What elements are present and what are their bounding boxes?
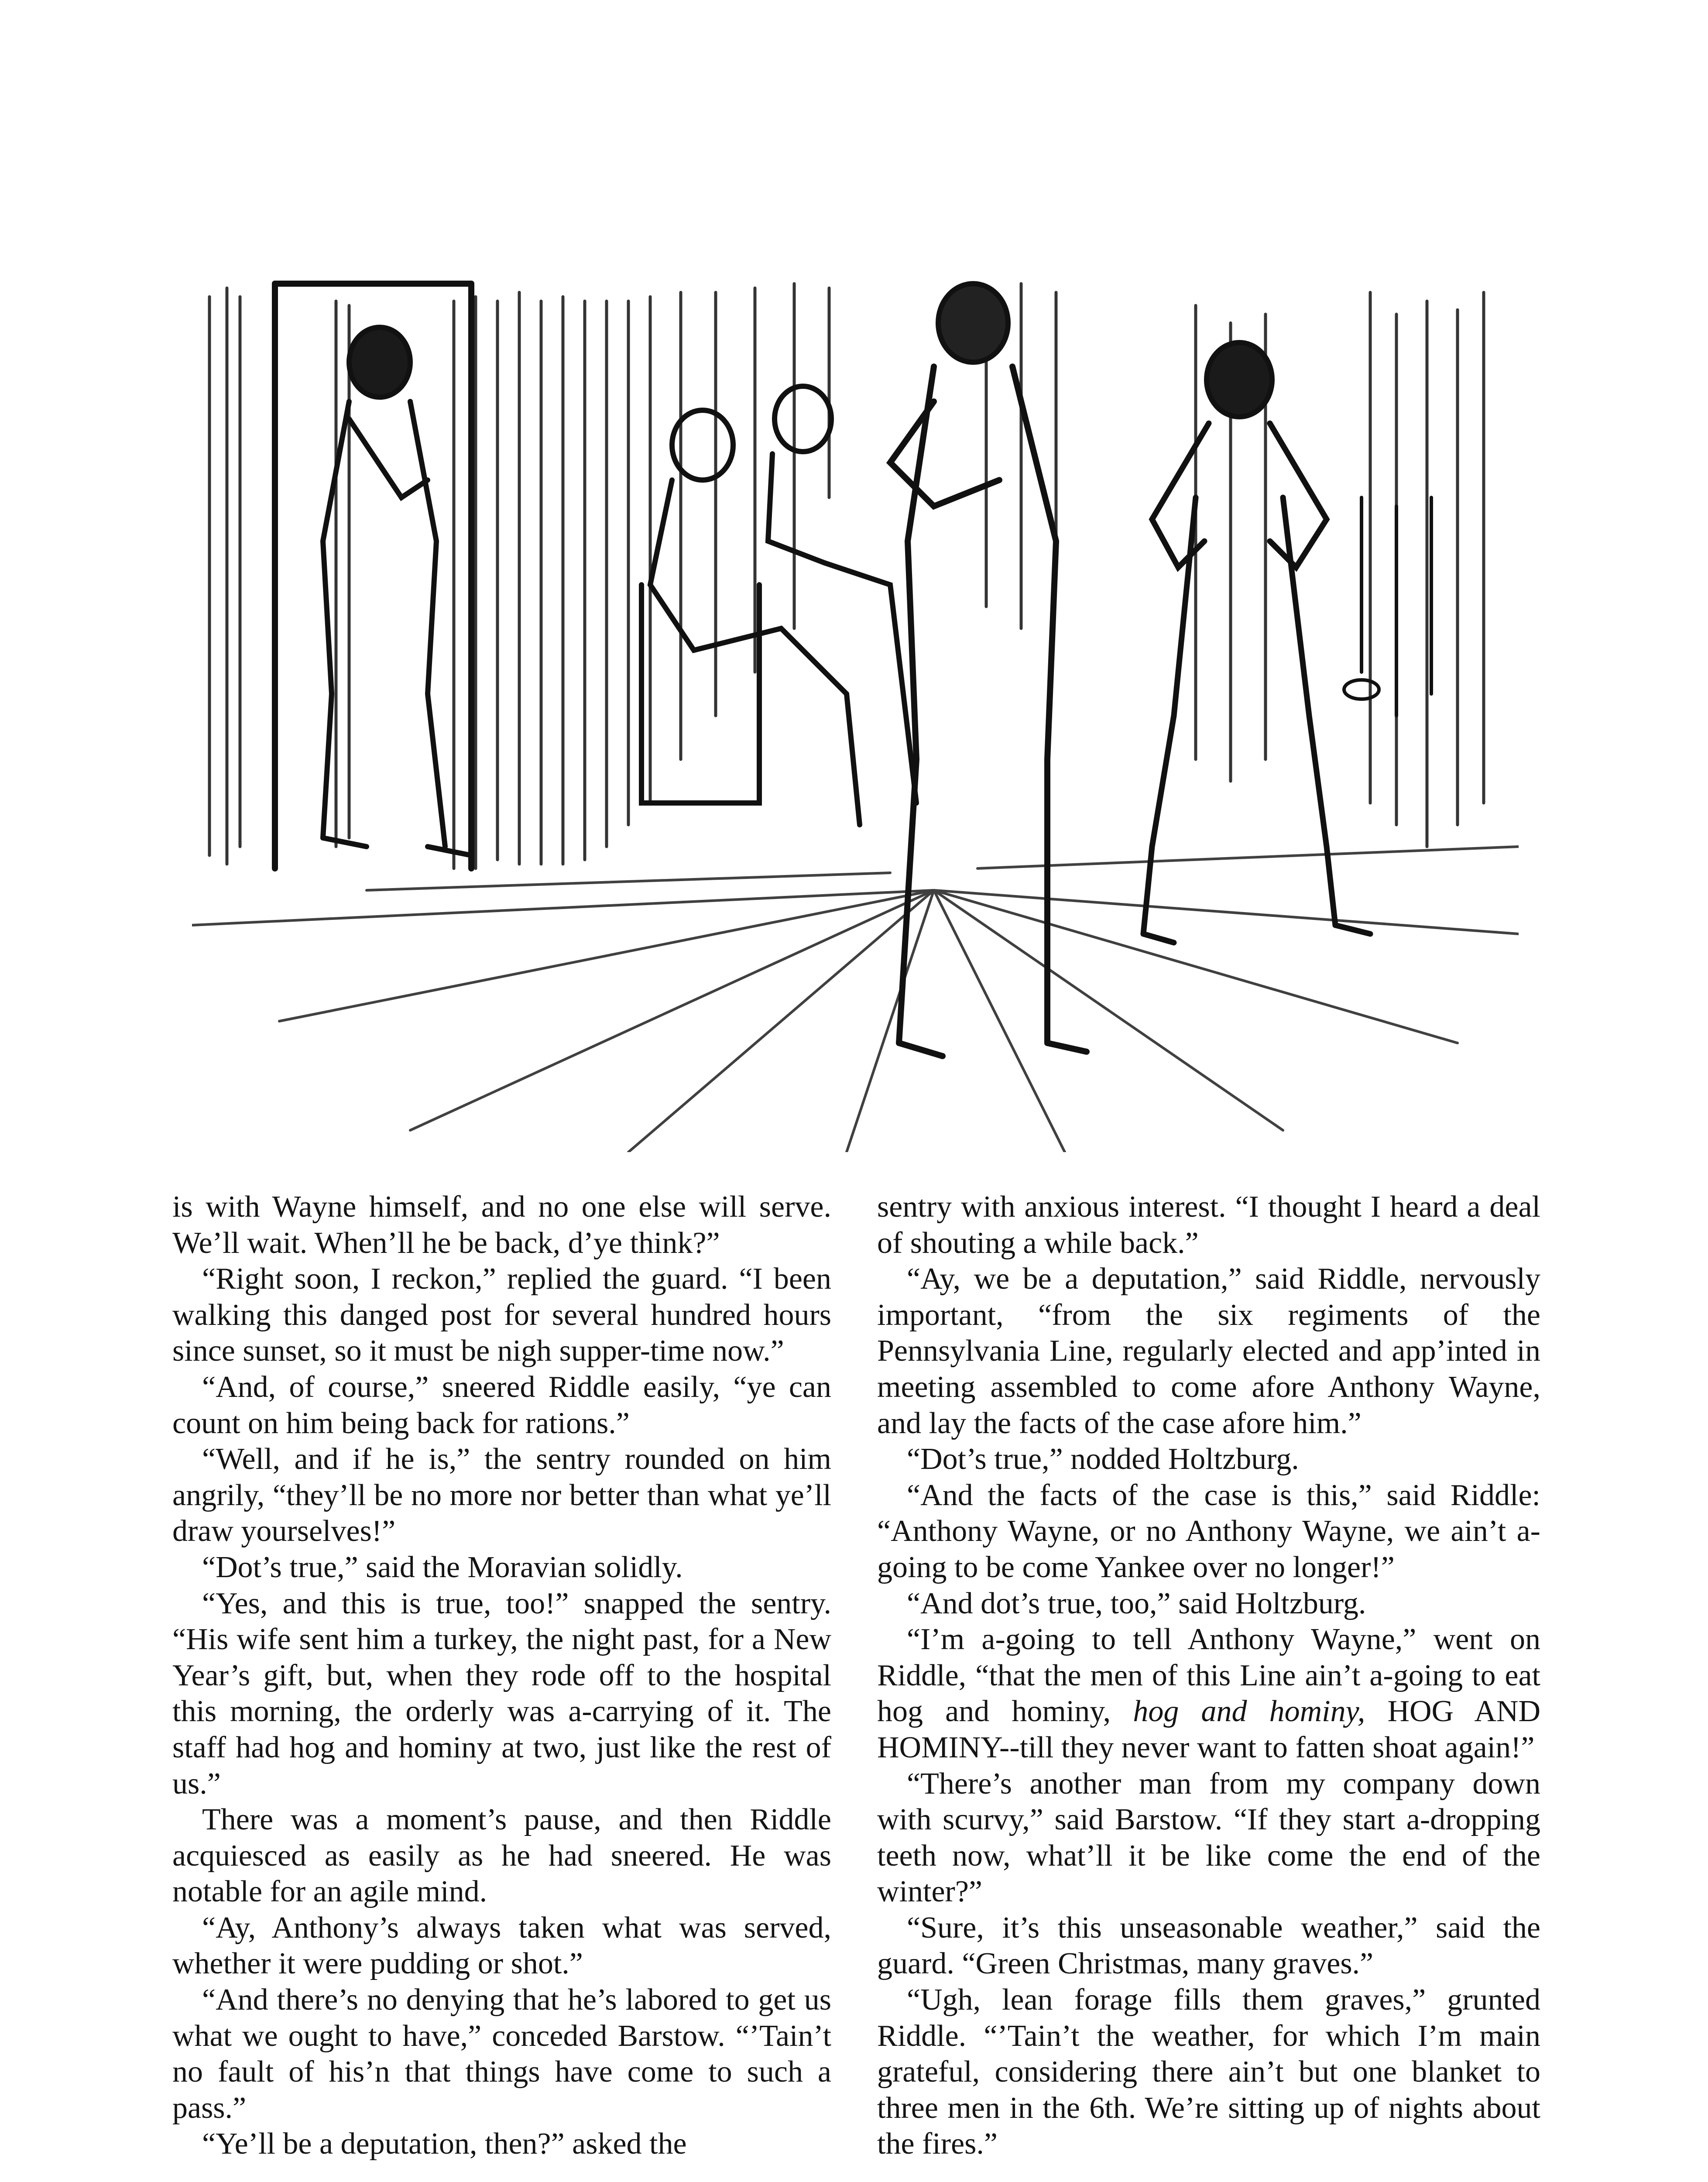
- paragraph: “And the facts of the case is this,” said Riddle: “Anthony Wayne, or no Anthony Wayne, we ain’t a-going to be come Yankee over no longer!”: [877, 1478, 1540, 1584]
- paragraph: “Ay, we be a deputation,” said Riddle, nervously important, “from the six regiments of the Pennsylvania Line, regularly elected and app’inted in meeting assembled to come afore Anthony Wayne, and lay the facts of the case afore him.”: [877, 1262, 1540, 1440]
- paragraph: “Sure, it’s this unseasonable weather,” said the guard. “Green Christmas, many graves.”: [877, 1911, 1540, 1981]
- paragraph: [877, 1622, 1540, 1766]
- paragraph: “Well, and if he is,” the sentry rounded on him angrily, “they’ll be no more nor better than what ye’ll draw yourselves!”: [172, 1442, 831, 1548]
- paragraph: is with Wayne himself, and no one else will serve. We’ll wait. When’ll he be back, d’ye think?”: [172, 1190, 831, 1260]
- text-column-left: [172, 1189, 831, 2162]
- paragraph: “Dot’s true,” said the Moravian solidly.: [202, 1550, 683, 1584]
- paragraph: “Ugh, lean forage fills them graves,” grunted Riddle. “’Tain’t the weather, for which I’m main grateful, considering there ain’t but one blanket to three men in the 6th. We’re sitting up of nights about the fires.”: [877, 1983, 1540, 2161]
- paragraph: There was a moment’s pause, and then Riddle acquiesced as easily as he had sneered. He was notable for an agile mind.: [172, 1803, 831, 1909]
- text-run: “I’m a-going to tell Anthony Wayne,” went on Riddle, “that the men of this Line ain’t a-going to eat hog and hominy,: [877, 1623, 1540, 1729]
- paragraph: “And, of course,” sneered Riddle easily, “ye can count on him being back for rations.”: [172, 1370, 831, 1440]
- paragraph: “Ye’ll be a deputation, then?” asked the: [202, 2127, 687, 2161]
- text-column-right: [877, 1189, 1540, 2162]
- paragraph: sentry with anxious interest. “I thought I heard a deal of shouting a while back.”: [877, 1190, 1540, 1260]
- paragraph: “Ay, Anthony’s always taken what was served, whether it were pudding or shot.”: [172, 1911, 831, 1981]
- paragraph: “Dot’s true,” nodded Holtzburg.: [907, 1442, 1299, 1476]
- paragraph: “And dot’s true, too,” said Holtzburg.: [907, 1586, 1366, 1620]
- paragraph: “And there’s no denying that he’s labored to get us what we ought to have,” conceded Barstow. “’Tain’t no fault of his’n that things have come to such a pass.”: [172, 1983, 831, 2125]
- paragraph: “Yes, and this is true, too!” snapped the sentry. “His wife sent him a turkey, the night past, for a New Year’s gift, but, when they rode off to the hospital this morning, the orderly was a-carrying of it. The staff had hog and hominy at two, just like the rest of us.”: [172, 1586, 831, 1801]
- illustration: [192, 236, 1519, 1152]
- text-run: HOG AND HOMINY--till they never want to fatten shoat again!”: [877, 1695, 1541, 1764]
- paragraph: “There’s another man from my company down with scurvy,” said Barstow. “If they start a-dropping teeth now, what’ll it be like come the end of the winter?”: [877, 1767, 1540, 1909]
- paragraph: “Right soon, I reckon,” replied the guard. “I been walking this danged post for several hundred hours since sunset, so it must be nigh supper-time now.”: [172, 1262, 831, 1368]
- italic-text: hog and hominy,: [1133, 1695, 1365, 1729]
- engraving-illustration-icon: [192, 236, 1519, 1152]
